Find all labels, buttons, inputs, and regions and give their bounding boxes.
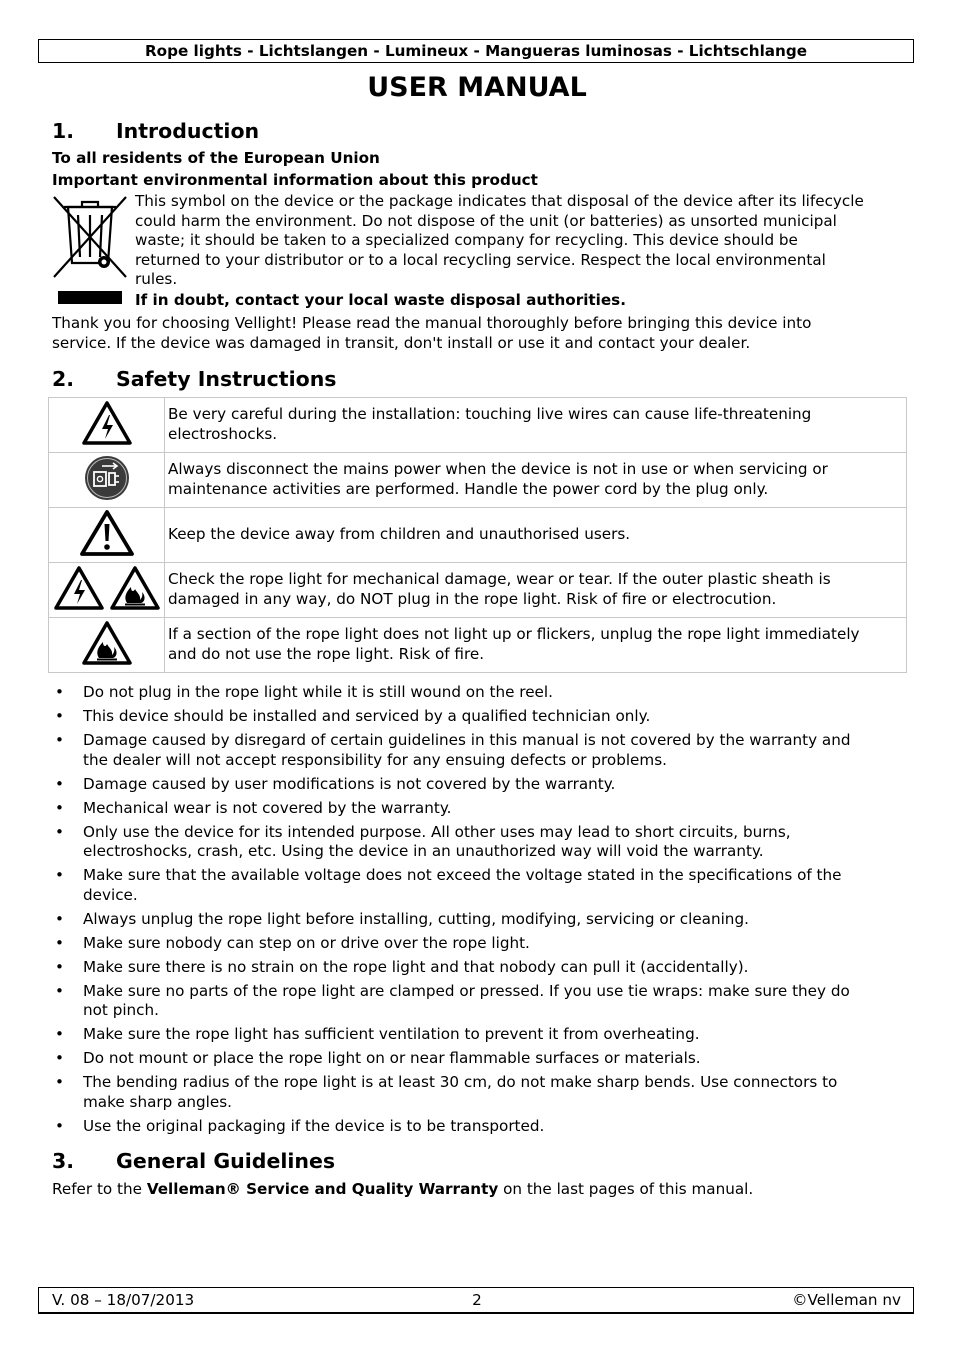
section-number: 3. xyxy=(52,1149,75,1173)
bullet-item xyxy=(52,1025,902,1045)
bullet-marker: • xyxy=(55,822,64,841)
safety-text-line: maintenance activities are performed. Handle the power cord by the plug only. xyxy=(168,480,769,498)
section-title: General Guidelines xyxy=(116,1149,336,1173)
bullet-marker: • xyxy=(55,707,64,725)
copyright: ©Velleman nv xyxy=(792,1291,901,1309)
bullet-text-line: Mechanical wear is not covered by the warranty. xyxy=(83,798,452,817)
safety-row xyxy=(49,618,907,673)
bullet-marker: • xyxy=(55,957,64,976)
bullet-text-line: Make sure the rope light has sufficient ventilation to prevent it from overheating. xyxy=(83,1025,700,1043)
bullet-text-line: electroshocks, crash, etc. Using the device in an unauthorized way will void the warranty. xyxy=(83,842,764,860)
safety-text-line: Always disconnect the mains power when the device is not in use or when servicing or xyxy=(168,460,828,479)
safety-text-line: and do not use the rope light. Risk of fire. xyxy=(168,645,485,663)
bullet-marker: • xyxy=(55,731,64,749)
safety-icon-cell xyxy=(49,398,165,453)
warranty-text: on the last pages of this manual. xyxy=(498,1180,754,1198)
bullet-marker: • xyxy=(55,933,64,952)
bullet-marker: • xyxy=(55,1073,64,1091)
bullet-marker: • xyxy=(55,683,64,701)
bullet-item xyxy=(52,958,902,978)
safety-text-cell xyxy=(165,398,907,453)
page-footer xyxy=(38,1287,914,1314)
bullet-item xyxy=(52,823,902,862)
bullet-text-line: Use the original packaging if the device is to be transported. xyxy=(83,1116,545,1135)
eu-heading: To all residents of the European Union xyxy=(52,149,380,167)
safety-row xyxy=(49,398,907,453)
safety-text-line: damaged in any way, do NOT plug in the rope light. Risk of fire or electrocution. xyxy=(168,590,777,608)
electric-shock-warning-icon xyxy=(81,400,133,446)
section-title: Introduction xyxy=(116,119,260,143)
safety-icon-cell xyxy=(49,618,165,673)
safety-icon-cell xyxy=(49,508,165,563)
safety-text-cell xyxy=(165,618,907,673)
bullet-marker: • xyxy=(55,866,64,884)
bullet-item xyxy=(52,683,902,703)
safety-text-cell xyxy=(165,563,907,618)
bullet-marker: • xyxy=(55,1116,64,1135)
safety-row xyxy=(49,453,907,508)
safety-text-line: Be very careful during the installation: touching live wires can cause life-threatening xyxy=(168,405,812,424)
bullet-item xyxy=(52,1049,902,1069)
bullet-marker: • xyxy=(55,981,64,1000)
warranty-reference xyxy=(52,1180,912,1200)
header-title: Rope lights - Lichtslangen - Lumineux - Mangueras luminosas - Lichtschlange xyxy=(144,42,808,60)
bullet-text-line: This device should be installed and serviced by a qualified technician only. xyxy=(83,707,651,725)
safety-text-line: If a section of the rope light does not light up or flickers, unplug the rope light immediately xyxy=(168,625,860,644)
unplug-mains-icon xyxy=(84,455,130,501)
bullet-item xyxy=(52,1073,902,1112)
thank-you-line: service. If the device was damaged in transit, don't install or use it and contact your dealer. xyxy=(52,333,751,352)
weee-line: rules. xyxy=(135,270,178,289)
safety-row xyxy=(49,508,907,563)
bullet-item xyxy=(52,731,902,770)
thank-you-line: Thank you for choosing Vellight! Please read the manual thoroughly before bringing this device into xyxy=(52,314,812,332)
bullet-item xyxy=(52,707,902,727)
bullet-item xyxy=(52,775,902,795)
bullet-text-line: Do not mount or place the rope light on or near flammable surfaces or materials. xyxy=(83,1049,701,1067)
bullet-text-line: Damage caused by user modifications is not covered by the warranty. xyxy=(83,774,616,793)
bullet-marker: • xyxy=(55,909,64,928)
safety-bullet-list xyxy=(52,683,902,1141)
general-warning-icon xyxy=(79,509,135,557)
weee-line: This symbol on the device or the package indicates that disposal of the device after its lifecycle xyxy=(135,192,864,210)
safety-row xyxy=(49,563,907,618)
bullet-text-line: Only use the device for its intended purpose. All other uses may lead to short circuits, burns, xyxy=(83,822,791,841)
thank-you-paragraph xyxy=(52,314,912,353)
weee-line: could harm the environment. Do not dispose of the unit (or batteries) as unsorted municipal xyxy=(135,211,837,230)
running-header xyxy=(38,39,914,63)
environment-heading: Important environmental information about this product xyxy=(52,171,538,189)
section-number: 1. xyxy=(52,119,75,143)
document-title: USER MANUAL xyxy=(367,72,587,103)
bullet-text-line: The bending radius of the rope light is at least 30 cm, do not make sharp bends. Use connectors to xyxy=(83,1073,838,1091)
section-heading-safety xyxy=(52,366,337,392)
safety-table xyxy=(48,397,907,673)
safety-text-cell xyxy=(165,508,907,563)
section-heading-guidelines xyxy=(52,1148,335,1174)
fire-warning-icon xyxy=(81,619,133,667)
bullet-marker: • xyxy=(55,1025,64,1043)
bullet-text-line: device. xyxy=(83,885,138,904)
bullet-marker: • xyxy=(55,774,64,793)
warranty-text: Refer to the xyxy=(52,1180,147,1198)
bullet-text-line: not pinch. xyxy=(83,1001,159,1019)
bullet-text-line: make sharp angles. xyxy=(83,1092,232,1111)
bullet-text-line: Make sure nobody can step on or drive over the rope light. xyxy=(83,933,530,952)
bullet-marker: • xyxy=(55,1049,64,1067)
bullet-marker: • xyxy=(55,798,64,817)
bullet-text-line: Make sure no parts of the rope light are clamped or pressed. If you use tie wraps: make sure they do xyxy=(83,981,850,1000)
section-heading-introduction xyxy=(52,118,259,144)
version-date: V. 08 – 18/07/2013 xyxy=(52,1291,195,1309)
weee-disposal-note: If in doubt, contact your local waste disposal authorities. xyxy=(135,290,626,309)
weee-notice xyxy=(135,192,910,311)
safety-text-cell xyxy=(165,453,907,508)
safety-text-line: electroshocks. xyxy=(168,425,278,443)
page-number: 2 xyxy=(472,1291,482,1309)
section-title: Safety Instructions xyxy=(116,367,337,391)
bullet-item xyxy=(52,910,902,930)
bullet-text-line: Always unplug the rope light before installing, cutting, modifying, servicing or cleaning. xyxy=(83,909,749,928)
weee-line: waste; it should be taken to a specialized company for recycling. This device should be xyxy=(135,231,798,250)
bullet-item xyxy=(52,799,902,819)
safety-icon-cell xyxy=(49,453,165,508)
bullet-text-line: Do not plug in the rope light while it is still wound on the reel. xyxy=(83,683,553,701)
bullet-text-line: the dealer will not accept responsibility for any ensuing defects or problems. xyxy=(83,750,667,769)
weee-crossed-bin-icon xyxy=(52,193,128,309)
bullet-text-line: Damage caused by disregard of certain guidelines in this manual is not covered by the warranty and xyxy=(83,731,851,749)
safety-text-line: Keep the device away from children and unauthorised users. xyxy=(168,525,631,544)
bullet-text-line: Make sure that the available voltage does not exceed the voltage stated in the specifications of the xyxy=(83,866,842,884)
bullet-item xyxy=(52,866,902,905)
section-number: 2. xyxy=(52,367,75,391)
bullet-item xyxy=(52,934,902,954)
bullet-text-line: Make sure there is no strain on the rope light and that nobody can pull it (accidentally). xyxy=(83,957,749,976)
bullet-item xyxy=(52,1117,902,1137)
warranty-name: Velleman® Service and Quality Warranty xyxy=(146,1180,499,1198)
bullet-item xyxy=(52,982,902,1021)
safety-icon-cell xyxy=(49,563,165,618)
safety-text-line: Check the rope light for mechanical damage, wear or tear. If the outer plastic sheath is xyxy=(168,570,831,589)
shock-and-fire-warning-icon xyxy=(53,564,161,612)
weee-line: returned to your distributor or to a local recycling service. Respect the local environmental xyxy=(135,250,826,269)
